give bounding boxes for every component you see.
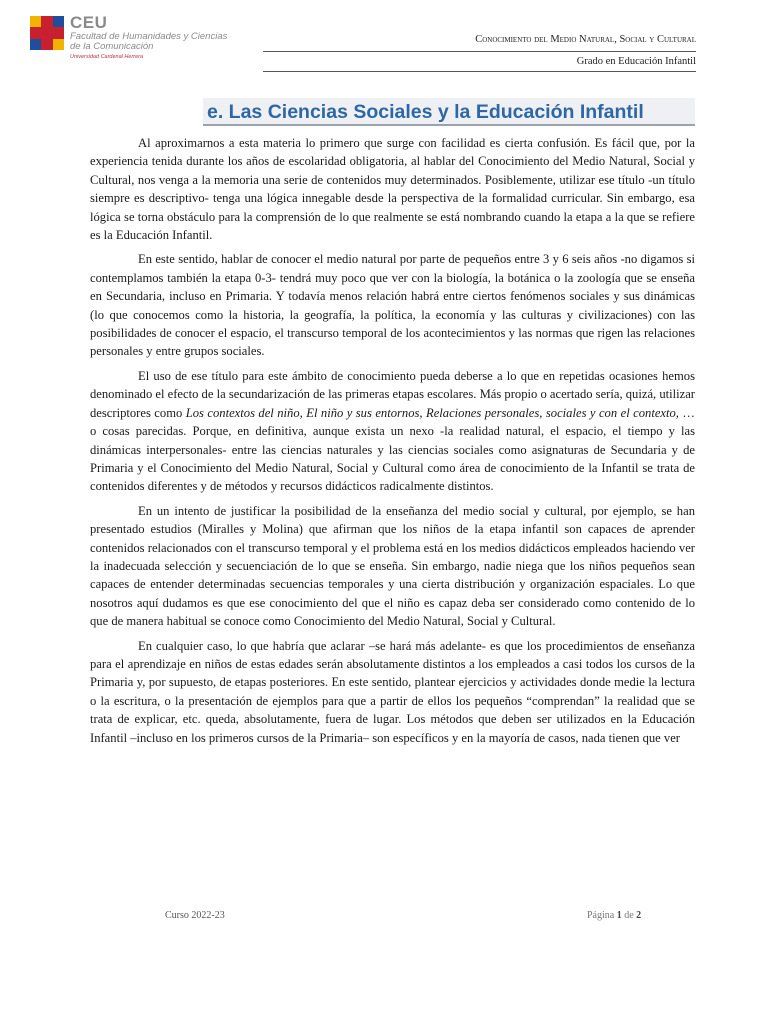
paragraph-5: En cualquier caso, lo que habría que aclarar –se hará más adelante- es que los procedimientos de enseñanza para el aprendizaje en niños de estas edades serán absolutamente distintos a los empleados a casi todos los cursos de la Primaria y, por supuesto, de etapas posteriores. En este sentido, plantear ejercicios y actividades donde medie la lectura o la escritura, o la presentación de ejemplos para que a partir de ellos los pequeños “comprendan” la realidad que se trata de explicar, etc. queda, absolutamente, fuera de lugar. Los métodos que deben ser utilizados en la Educación Infantil –incluso en los primeros cursos de la Primaria– son específicos y en la mayoría de casos, nada tienen que ver [90,638,695,745]
page-of: de [624,910,634,921]
degree-title: Grado en Educación Infantil [576,56,696,67]
document-body [90,134,695,753]
page-current: 1 [616,910,622,921]
paragraph-3-text-b: … o cosas parecidas. Porque, en definitiva, aunque exista un nexo -la realidad natural, el espacio, el tiempo y las dinámicas interpersonales- entre las ciencias naturales y las ciencias sociales como asignaturas de Secundaria y de Primaria y el Conocimiento del Medio Natural, Social y Cultural como área de conocimiento de la Infantil se trata de contenidos diferentes y de métodos y recursos didácticos radicalmente distintos. [90,405,696,494]
page-total: 2 [636,910,642,921]
logo-brand: CEU [70,13,108,32]
header-divider [263,51,696,52]
footer-page-number [587,910,641,921]
ceu-logo [30,13,228,68]
course-title: Conocimiento del Medio Natural, Social y Cultural [475,34,696,45]
header-divider-bottom [263,71,696,72]
paragraph-3 [90,367,695,496]
logo-university: Universidad Cardenal Herrera [70,54,144,60]
paragraph-3-text-a: El uso de ese título para este ámbito de conocimiento pueda deberse a lo que en repetidas ocasiones hemos denominado el efecto de la secundarización de las primeras etapas escolares. Más propio o acertado sería, quizá, utilizar descriptores como [90,368,695,420]
paragraph-2: En este sentido, hablar de conocer el medio natural por parte de pequeños entre 3 y 6 seis años -no digamos si contemplamos también la etapa 0-3- tendrá muy poco que ver con la biología, la botánica o la zoología que se enseña en Secundaria, incluso en Primaria. Y todavía menos relación habrá entre ciertos fenómenos sociales y sus dinámicas (lo que conocemos como la historia, la geografía, la política, la economía y las culturas y civilizaciones) con las posibilidades de conocer el espacio, el transcurso temporal de los acontecimientos y las normas que rigen las relaciones personales y entre grupos sociales. [90,252,695,359]
logo-faculty: Facultad de Humanidades y Ciencias de la Comunicación [70,31,228,52]
footer-course: Curso 2022-23 [165,910,225,921]
paragraph-3-italic-descriptors: Los contextos del niño, El niño y sus entornos, Relaciones personales, sociales y con el contexto, [185,405,679,420]
paragraph-4: En un intento de justificar la posibilidad de la enseñanza del medio social y cultural, por ejemplo, se han presentado estudios (Miralles y Molina) que afirman que los niños de la etapa infantil son capaces de aprender contenidos relacionados con el transcurso temporal y el problema está en los medios didácticos empleados haciendo ver la inadecuada selección y secuenciación de lo que se enseña. Sin embargo, nadie niega que los niños pequeños sean capaces de entender determinadas secuencias temporales y una cierta distribución y organización espaciales. Lo que nosotros aquí dudamos es que ese conocimiento del que el niño es capaz deba ser considerado como contenido de lo que de manera habitual se conoce como Conocimiento del Medio Natural, Social y Cultural. [90,503,695,629]
paragraph-1: Al aproximarnos a esta materia lo primero que surge con facilidad es cierta confusión. Es fácil que, por la experiencia tenida durante los años de escolaridad obligatoria, al hablar del Conocimiento del Medio Natural, Social y Cultural, nos venga a la memoria una serie de contenidos muy determinados. Posiblemente, utilizar ese título -un título siempre es descriptivo- tenga una lógica innegable desde la perspectiva de la formalidad curricular. Sin embargo, esa lógica se torna obstáculo para la comprensión de lo que realmente se está nombrando cuando la etapa a la que se refiere es la Educación Infantil. [90,136,695,243]
page-label: Página [587,910,615,921]
section-title: e. Las Ciencias Sociales y la Educación Infantil [203,98,695,126]
ceu-cross-icon [30,16,64,50]
